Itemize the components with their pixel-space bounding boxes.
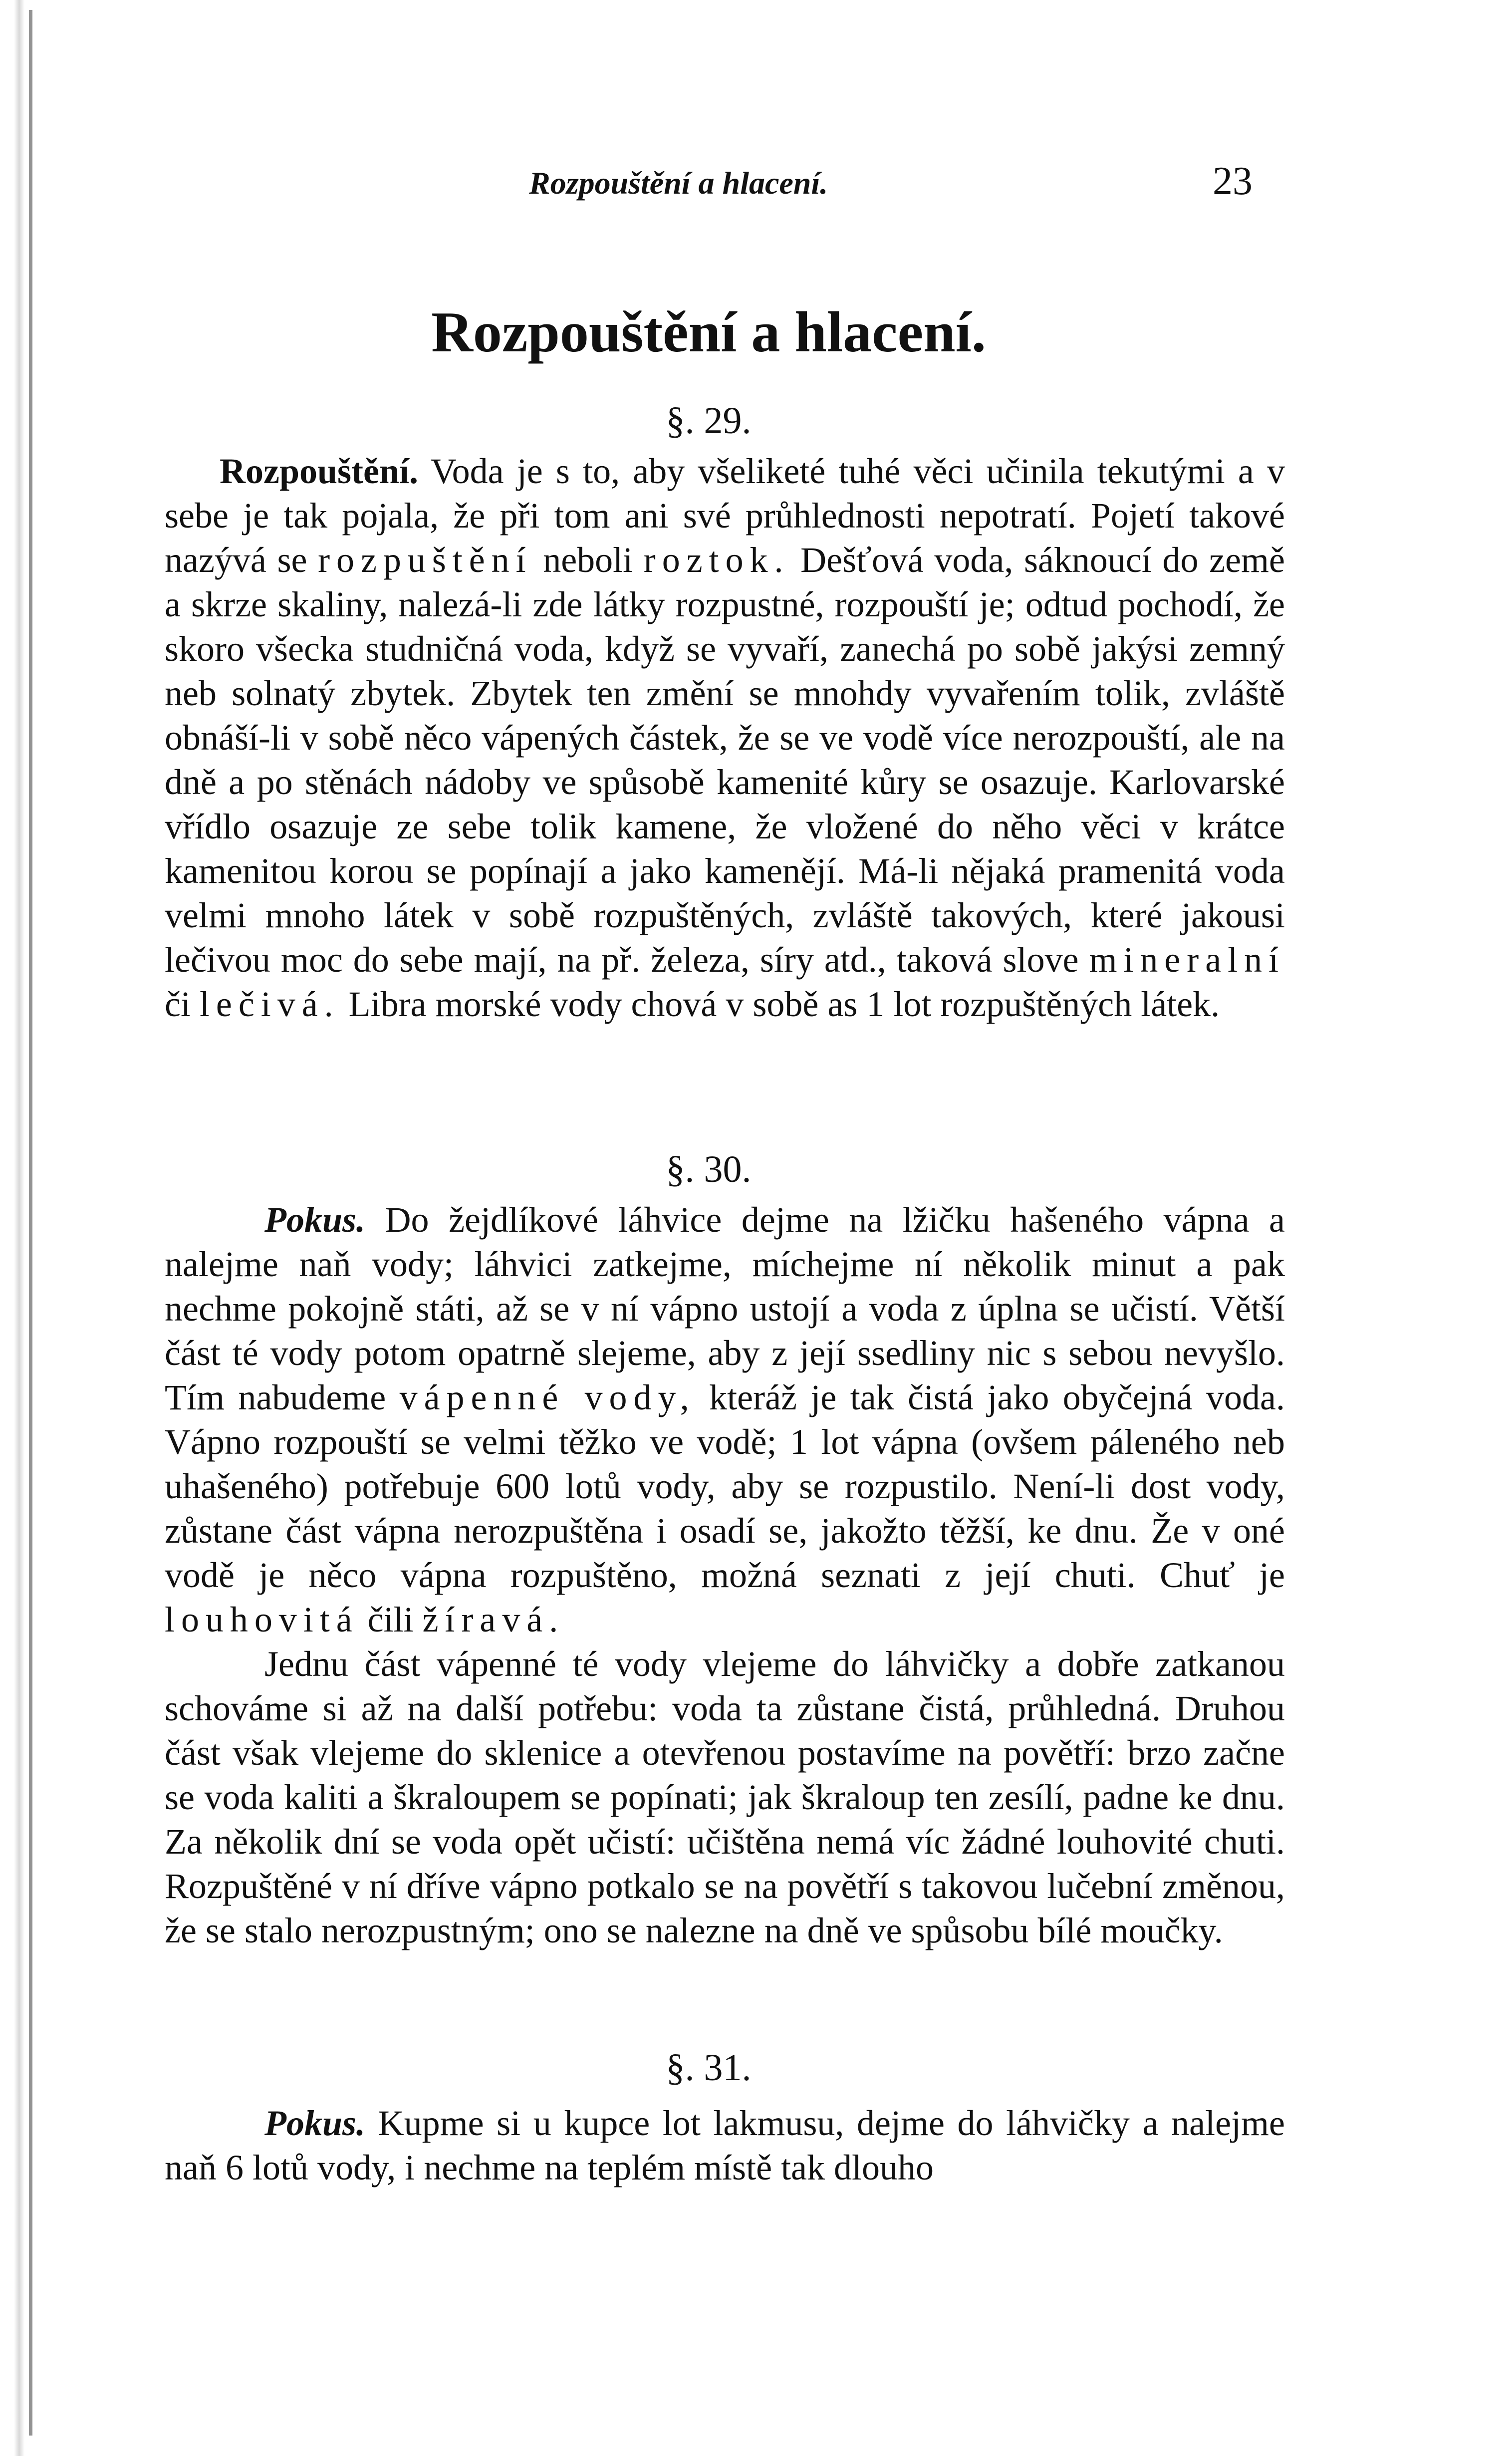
running-head: Rozpouštění a hlacení.: [529, 165, 828, 201]
term-mineralni: mineralní: [1089, 940, 1285, 980]
section-29-lead-term: Rozpouštění.: [220, 451, 419, 491]
term-rozpusteni: rozpuštění: [318, 540, 532, 580]
chapter-title: Rozpouštění a hlacení.: [431, 300, 986, 364]
section-31-paragraph: Pokus. Kupme si u kupce lot lakmusu, dejme do láhvičky a nalejme naň 6 lotů vody, i nechme na teplém místě tak dlouho: [165, 2103, 1285, 2187]
pokus-label: Pokus.: [264, 2103, 366, 2143]
term-vapenne-vody: vápenné vody,: [399, 1377, 696, 1417]
section-30-paragraph-2: Jednu část vápenné té vody vlejeme do láhvičky a dobře zatkanou schováme si až na další potřebu: voda ta zůstane čistá, průhledná. Druhou část však vlejeme do sklenice a otevřenou postavíme na povětří: brzo začne se voda kaliti a škraloupem se popínati; jak škraloup ten zesílí, padne ke dnu. Za několik dní se voda opět učistí: učištěna nemá víc žádné louhovité chuti. Rozpuštěné v ní dříve vápno potkalo se na povětří s takovou lučební změnou, že se stalo nerozpustným; ono se nalezne na dně ve spůsobu bílé moučky.: [165, 1644, 1285, 1950]
section-29-paragraph: Rozpouštění. Voda je s to, aby všeliketé tuhé věci učinila tekutými a v sebe je tak pojala, že při tom ani své průhlednosti nepotratí. Pojetí takové nazývá se rozpuštění neboli roztok. Dešťová voda, sáknoucí do země a skrze skaliny, nalezá-li zde látky rozpustné, rozpouští je; odtud pochodí, že skoro všecka studničná voda, když se vyvaří, zanechá po sobě jakýsi zemný neb solnatý zbytek. Zbytek ten změní se mnohdy vyvařením tolik, zvláště obnáší-li v sobě něco vápených částek, že se ve vodě více nerozpouští, ale na dně a po stěnách nádoby ve spůsobě kamenité kůry se osazuje. Karlovarské vřídlo osazuje ze sebe tolik kamene, že vložené do něho věci v krátce kamenitou korou se popínají a jako kamenějí. Má-li nějaká pramenitá voda velmi mnoho látek v sobě rozpuštěných, zvláště takových, které jakousi lečivou moc do sebe mají, na př. železa, síry atd., taková slove mineralní či lečivá. Libra morské vody chová v sobě as 1 lot rozpuštěných látek.: [165, 451, 1285, 1024]
pokus-label: Pokus.: [264, 1200, 366, 1240]
term-leciva: lečivá.: [199, 984, 340, 1024]
term-zirava: žíravá.: [422, 1600, 565, 1639]
term-louhovita: louhovitá: [165, 1600, 359, 1639]
page-number: 23: [1213, 159, 1253, 203]
section-30-paragraph-1: Pokus. Do žejdlíkové láhvice dejme na lžičku hašeného vápna a nalejme naň vody; láhvici zatkejme, míchejme ní několik minut a pak nechme pokojně státi, až se v ní vápno ustojí a voda z úplna se učistí. Větší část té vody potom opatrně slejeme, aby z její ssedliny nic s sebou nevyšlo. Tím nabudeme vápenné vody, kteráž je tak čistá jako obyčejná voda. Vápno rozpouští se velmi těžko ve vodě; 1 lot vápna (ovšem páleného neb uhašeného) potřebuje 600 lotů vody, aby se rozpustilo. Není-li dost vody, zůstane část vápna nerozpuštěna i osadí se, jakožto těžší, ke dnu. Že v oné vodě je něco vápna rozpuštěno, možná seznati z její chuti. Chuť je louhovitá čili žíravá.: [165, 1200, 1285, 1639]
section-number-30: §. 30.: [666, 1148, 752, 1190]
term-roztok: roztok.: [643, 540, 790, 580]
section-number-31: §. 31.: [666, 2047, 752, 2089]
section-number-29: §. 29.: [666, 400, 752, 442]
